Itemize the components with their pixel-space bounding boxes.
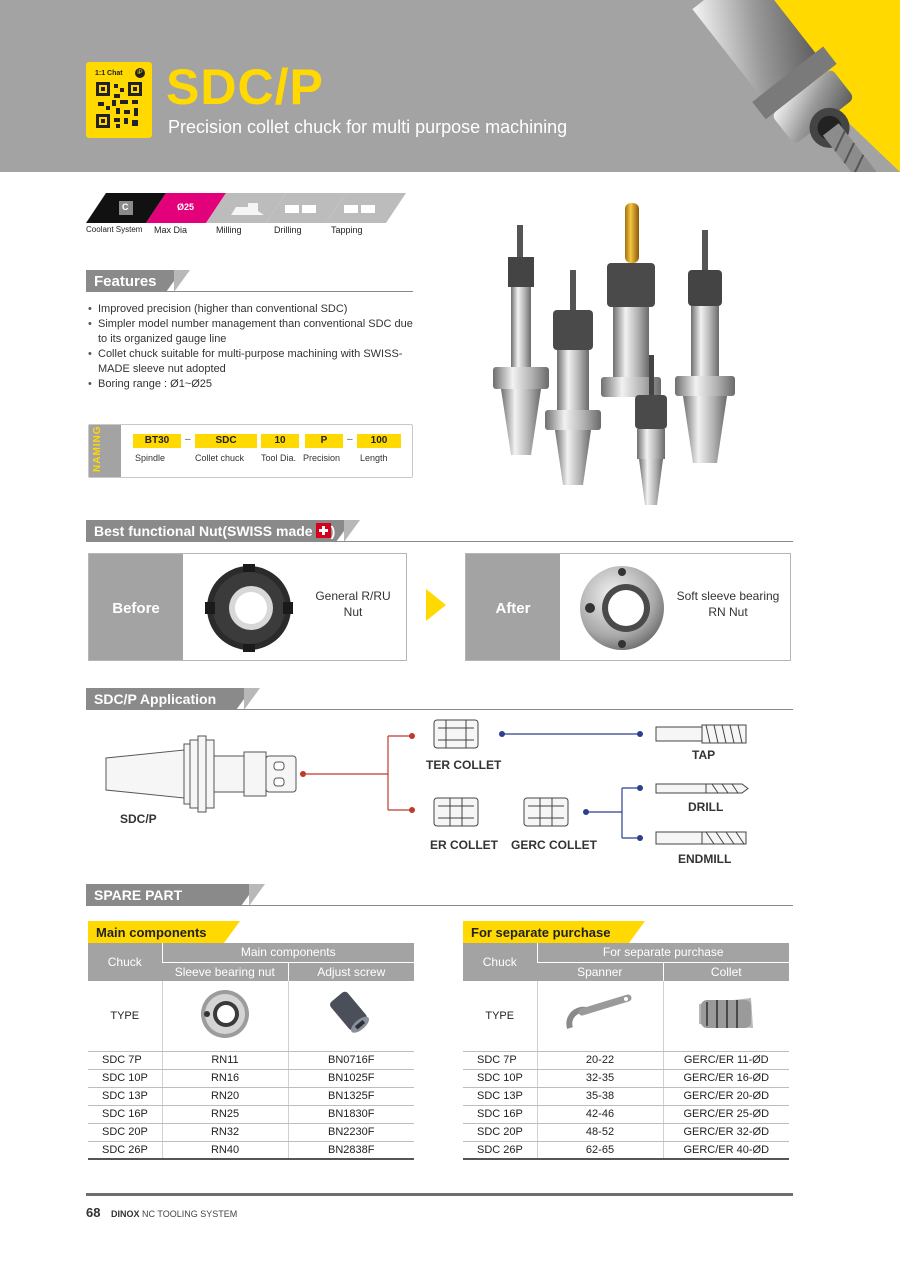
- chuck-cell: SDC 16P: [88, 1105, 162, 1123]
- ter-collet-drawing: [434, 720, 478, 748]
- nut-before-desc: [307, 588, 399, 620]
- collet-image-cell: [663, 981, 789, 1051]
- footer-text: NC TOOLING SYSTEM: [142, 1209, 238, 1219]
- blue-dot: [583, 809, 589, 815]
- nut-before-side: [89, 554, 183, 660]
- separate-purchase-table: [463, 943, 789, 1160]
- nut-cell: RN32: [162, 1123, 288, 1141]
- spanner-cell: 32-35: [537, 1069, 663, 1087]
- nut-cell: RN25: [162, 1105, 288, 1123]
- chuck-header: Chuck: [88, 943, 162, 981]
- table-row: [463, 1069, 789, 1087]
- feature-item: • Collet chuck suitable for multi-purpose machining with SWISS-MADE sleeve nut adopted: [88, 347, 418, 377]
- table-row: [88, 1141, 414, 1159]
- screw-cell: BN1025F: [288, 1069, 414, 1087]
- swiss-flag-icon: [316, 523, 331, 538]
- sleeve-nut-image: [199, 988, 251, 1040]
- chuck-cell: SDC 7P: [88, 1051, 162, 1069]
- chuck-cell: SDC 10P: [88, 1069, 162, 1087]
- chuck-cell: SDC 20P: [88, 1123, 162, 1141]
- naming-label-chuck: Collet chuck: [195, 453, 245, 463]
- er-collet-label: ER COLLET: [430, 838, 498, 852]
- type-label: TYPE: [88, 981, 162, 1051]
- nut-after-desc-line: Soft sleeve bearing: [676, 589, 780, 603]
- drill-label: DRILL: [688, 800, 724, 814]
- tap-drawing: [656, 725, 746, 743]
- coolant-code: C: [122, 202, 129, 212]
- blue-dot: [637, 835, 643, 841]
- page-footer: [86, 1205, 237, 1220]
- collet-cell: GERC/ER 20-ØD: [663, 1087, 789, 1105]
- separate-purchase-tab-label: For separate purchase: [471, 925, 611, 940]
- chuck-cell: SDC 26P: [88, 1141, 162, 1159]
- spare-section-header: [86, 884, 793, 906]
- spec-tabs: [86, 193, 406, 225]
- before-after-arrow-icon: [426, 589, 446, 621]
- qr-code-badge[interactable]: [86, 62, 152, 138]
- chuck-cell: SDC 10P: [463, 1069, 537, 1087]
- product-lineup-image: [485, 195, 750, 510]
- chuck-cell: SDC 16P: [463, 1105, 537, 1123]
- naming-label-precision: Precision: [303, 453, 341, 463]
- page-number: 68: [86, 1205, 101, 1220]
- spanner-header: Spanner: [537, 962, 663, 981]
- gerc-collet-label: GERC COLLET: [511, 838, 597, 852]
- feature-item: • Simpler model number management than conventional SDC due to its organized gauge line: [88, 317, 418, 347]
- chuck-cell: SDC 26P: [463, 1141, 537, 1159]
- nut-after-label: After: [495, 600, 531, 617]
- nut-cell: RN40: [162, 1141, 288, 1159]
- chuck-cell: SDC 20P: [463, 1123, 537, 1141]
- nut-cell: RN20: [162, 1087, 288, 1105]
- collet-image: [691, 988, 761, 1040]
- screw-cell: BN0716F: [288, 1051, 414, 1069]
- table-row: [88, 1105, 414, 1123]
- collet-cell: GERC/ER 11-ØD: [663, 1051, 789, 1069]
- spec-label-coolant: Coolant System: [86, 225, 143, 234]
- spec-label-maxdia: Max Dia: [154, 225, 188, 235]
- nut-before-desc-line: General R/RU: [315, 589, 391, 603]
- adjust-screw-image-cell: [288, 981, 414, 1051]
- group-header: Main components: [162, 943, 414, 962]
- naming-code-spindle: BT30: [133, 434, 181, 448]
- nut-after-desc-line: RN Nut: [708, 605, 748, 619]
- blue-dot: [637, 785, 643, 791]
- adjust-screw-header: Adjust screw: [288, 962, 414, 981]
- spanner-cell: 35-38: [537, 1087, 663, 1105]
- nut-section-header: [86, 520, 793, 542]
- features-section-header: [86, 270, 416, 292]
- screw-cell: BN1830F: [288, 1105, 414, 1123]
- nut-before-desc-line: Nut: [343, 605, 363, 619]
- table-row: [88, 1123, 414, 1141]
- screw-cell: BN2230F: [288, 1123, 414, 1141]
- collet-cell: GERC/ER 40-ØD: [663, 1141, 789, 1159]
- sdcp-holder-label: SDC/P: [120, 812, 157, 826]
- nut-after-desc: [672, 588, 784, 620]
- naming-label-spindle: Spindle: [135, 453, 166, 463]
- nut-before-box: [88, 553, 407, 661]
- naming-code-dia: 10: [261, 434, 299, 448]
- red-dot: [409, 733, 415, 739]
- nut-after-box: [465, 553, 791, 661]
- blue-dot: [499, 731, 505, 737]
- table-row: [463, 1105, 789, 1123]
- nut-title-text: Best functional Nut(SWISS made: [94, 523, 313, 539]
- blue-dot: [637, 731, 643, 737]
- type-row: [88, 981, 414, 1051]
- spanner-cell: 42-46: [537, 1105, 663, 1123]
- spec-label-drilling: Drilling: [274, 225, 302, 235]
- collet-cell: GERC/ER 25-ØD: [663, 1105, 789, 1123]
- qr-label: 1:1 Chat: [95, 70, 123, 77]
- chuck-cell: SDC 13P: [88, 1087, 162, 1105]
- table-row: [88, 1069, 414, 1087]
- nut-cell: RN11: [162, 1051, 288, 1069]
- red-dot: [409, 807, 415, 813]
- feature-item: • Improved precision (higher than conventional SDC): [88, 302, 418, 317]
- features-title: Features: [94, 273, 157, 290]
- spec-labels: [86, 225, 406, 239]
- application-section-header: [86, 688, 793, 710]
- naming-side-label: NAMING: [92, 425, 103, 472]
- nut-title-end: ): [330, 523, 336, 539]
- red-dot: [300, 771, 306, 777]
- red-connector-lines: [303, 736, 412, 810]
- naming-code-length: 100: [357, 434, 401, 448]
- sleeve-nut-header: Sleeve bearing nut: [162, 962, 288, 981]
- group-header: For separate purchase: [537, 943, 789, 962]
- naming-label-dia: Tool Dia.: [261, 453, 297, 463]
- hero-chuck-image: [670, 0, 900, 172]
- chuck-cell: SDC 7P: [463, 1051, 537, 1069]
- adjust-screw-image: [326, 988, 376, 1040]
- sleeve-nut-image-cell: [162, 981, 288, 1051]
- endmill-drawing: [656, 832, 746, 844]
- nut-before-label: Before: [112, 600, 160, 617]
- gerc-collet-drawing: [524, 798, 568, 826]
- chuck-cell: SDC 13P: [463, 1087, 537, 1105]
- features-list: [88, 302, 418, 392]
- naming-code-precision: P: [305, 434, 343, 448]
- screw-cell: BN1325F: [288, 1087, 414, 1105]
- spanner-cell: 48-52: [537, 1123, 663, 1141]
- max-dia-value: Ø25: [177, 202, 195, 212]
- type-label: TYPE: [463, 981, 537, 1051]
- table-row: [463, 1051, 789, 1069]
- table-row: [88, 1051, 414, 1069]
- screw-cell: BN2838F: [288, 1141, 414, 1159]
- collet-cell: GERC/ER 16-ØD: [663, 1069, 789, 1087]
- page-title: SDC/P: [166, 59, 324, 115]
- tap-label: TAP: [692, 748, 716, 762]
- chuck-header: Chuck: [463, 943, 537, 981]
- blue-branch-lines: [586, 788, 640, 838]
- qr-code-icon: [96, 82, 142, 128]
- nut-section-title: [94, 523, 335, 539]
- spanner-image-cell: [537, 981, 663, 1051]
- general-nut-image: [203, 562, 295, 654]
- spec-label-milling: Milling: [216, 225, 242, 235]
- naming-label-length: Length: [360, 453, 388, 463]
- nut-cell: RN16: [162, 1069, 288, 1087]
- table-row: [463, 1141, 789, 1159]
- drill-drawing: [656, 784, 748, 793]
- footer-divider: [86, 1193, 793, 1196]
- naming-code-chuck: SDC: [195, 434, 257, 448]
- sdcp-holder-drawing: [106, 736, 296, 812]
- spare-section-title: SPARE PART: [94, 887, 183, 903]
- feature-item: • Boring range : Ø1~Ø25: [88, 377, 418, 392]
- naming-side: [89, 425, 121, 477]
- naming-dash: –: [185, 434, 191, 445]
- application-title: SDC/P Application: [94, 691, 217, 707]
- table-row: [463, 1087, 789, 1105]
- qr-brand-icon: iP: [135, 68, 145, 78]
- ter-collet-label: TER COLLET: [426, 758, 502, 772]
- rn-nut-image: [576, 562, 668, 654]
- spanner-cell: 62-65: [537, 1141, 663, 1159]
- main-components-tab-label: Main components: [96, 925, 207, 940]
- main-components-table: [88, 943, 414, 1160]
- collet-cell: GERC/ER 32-ØD: [663, 1123, 789, 1141]
- er-collet-drawing: [434, 798, 478, 826]
- nut-after-side: [466, 554, 560, 660]
- page-header: [0, 0, 900, 172]
- collet-header: Collet: [663, 962, 789, 981]
- page-subtitle: Precision collet chuck for multi purpose machining: [168, 117, 568, 137]
- type-row: [463, 981, 789, 1051]
- spanner-cell: 20-22: [537, 1051, 663, 1069]
- footer-brand: DINOX: [110, 1209, 140, 1219]
- table-row: [88, 1087, 414, 1105]
- spanner-image: [560, 988, 640, 1040]
- endmill-label: ENDMILL: [678, 852, 732, 866]
- table-row: [463, 1123, 789, 1141]
- naming-dash: –: [347, 434, 353, 445]
- naming-box: [88, 424, 413, 478]
- spec-label-tapping: Tapping: [331, 225, 363, 235]
